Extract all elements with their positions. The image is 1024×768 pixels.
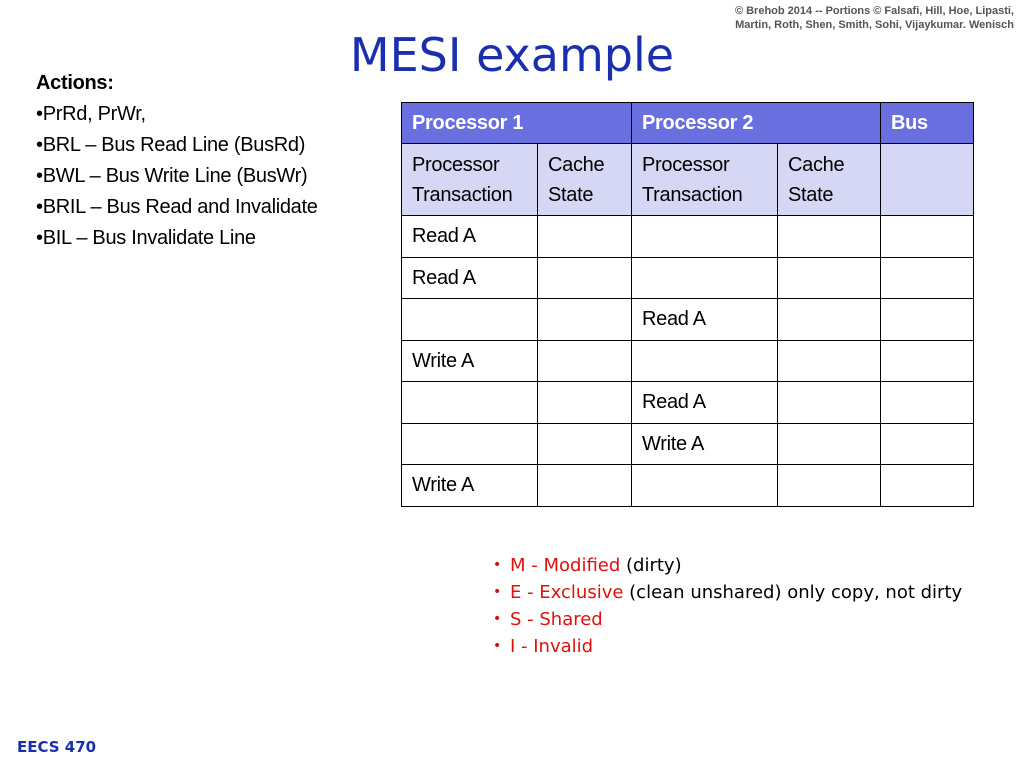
subheader-p2-cache-state: Cache State bbox=[778, 144, 881, 216]
cell-p1-transaction: Read A bbox=[402, 257, 538, 299]
cell-p1-state bbox=[538, 340, 632, 382]
action-item: • BIL – Bus Invalidate Line bbox=[36, 223, 366, 254]
legend-item bbox=[493, 552, 962, 579]
cell-p1-transaction: Write A bbox=[402, 340, 538, 382]
action-item: • BRIL – Bus Read and Invalidate bbox=[36, 192, 366, 223]
cell-p1-state bbox=[538, 257, 632, 299]
legend-item bbox=[493, 606, 962, 633]
subheader-p2-transaction: Processor Transaction bbox=[632, 144, 778, 216]
cell-p2-transaction: Read A bbox=[632, 382, 778, 424]
legend-desc: (clean unshared) only copy, not dirty bbox=[623, 582, 963, 603]
cell-p1-transaction bbox=[402, 423, 538, 465]
cell-p2-transaction bbox=[632, 340, 778, 382]
course-footer: EECS 470 bbox=[17, 738, 97, 756]
cell-p2-transaction: Read A bbox=[632, 299, 778, 341]
table-group-header-row bbox=[402, 103, 974, 144]
cell-p2-state bbox=[778, 465, 881, 507]
legend-state-modified: M - Modified bbox=[510, 555, 621, 576]
slide-title: MESI example bbox=[349, 28, 675, 82]
legend-state-exclusive: E - Exclusive bbox=[510, 582, 624, 603]
actions-list bbox=[36, 68, 366, 254]
legend-item bbox=[493, 579, 962, 606]
cell-p2-state bbox=[778, 257, 881, 299]
legend-state-invalid: I - Invalid bbox=[510, 636, 594, 657]
header-processor-1: Processor 1 bbox=[402, 103, 632, 144]
cell-p2-transaction: Write A bbox=[632, 423, 778, 465]
mesi-state-legend bbox=[493, 552, 962, 660]
table-row bbox=[402, 299, 974, 341]
cell-bus bbox=[881, 423, 974, 465]
cell-bus bbox=[881, 299, 974, 341]
cell-p2-transaction bbox=[632, 465, 778, 507]
mesi-table bbox=[401, 102, 974, 507]
legend-item bbox=[493, 633, 962, 660]
table-row bbox=[402, 465, 974, 507]
cell-p2-state bbox=[778, 423, 881, 465]
cell-p1-state bbox=[538, 299, 632, 341]
cell-bus bbox=[881, 257, 974, 299]
cell-bus bbox=[881, 382, 974, 424]
table-row bbox=[402, 216, 974, 258]
header-processor-2: Processor 2 bbox=[632, 103, 881, 144]
cell-p1-transaction bbox=[402, 382, 538, 424]
subheader-p1-transaction: Processor Transaction bbox=[402, 144, 538, 216]
cell-p2-state bbox=[778, 382, 881, 424]
copyright-line-2: Martin, Roth, Shen, Smith, Sohi, Vijaykumar. Wenisch bbox=[735, 19, 1014, 31]
cell-p2-state bbox=[778, 340, 881, 382]
cell-bus bbox=[881, 465, 974, 507]
table-row bbox=[402, 382, 974, 424]
cell-p1-state bbox=[538, 465, 632, 507]
table-sub-header-row bbox=[402, 144, 974, 216]
cell-p1-state bbox=[538, 382, 632, 424]
action-item: • PrRd, PrWr, bbox=[36, 99, 366, 130]
table-row bbox=[402, 423, 974, 465]
cell-bus bbox=[881, 216, 974, 258]
cell-p1-transaction: Read A bbox=[402, 216, 538, 258]
subheader-p1-cache-state: Cache State bbox=[538, 144, 632, 216]
cell-bus bbox=[881, 340, 974, 382]
header-bus: Bus bbox=[881, 103, 974, 144]
legend-state-shared: S - Shared bbox=[510, 609, 603, 630]
cell-p2-state bbox=[778, 216, 881, 258]
legend-desc: (dirty) bbox=[620, 555, 682, 576]
subheader-bus bbox=[881, 144, 974, 216]
action-item: • BWL – Bus Write Line (BusWr) bbox=[36, 161, 366, 192]
cell-p2-state bbox=[778, 299, 881, 341]
cell-p1-state bbox=[538, 216, 632, 258]
table-row bbox=[402, 340, 974, 382]
cell-p1-state bbox=[538, 423, 632, 465]
copyright-line-1: © Brehob 2014 -- Portions © Falsafi, Hill, Hoe, Lipasti, bbox=[734, 5, 1014, 17]
table-row bbox=[402, 257, 974, 299]
actions-heading: Actions: bbox=[36, 72, 114, 94]
cell-p2-transaction bbox=[632, 257, 778, 299]
cell-p1-transaction bbox=[402, 299, 538, 341]
action-item: • BRL – Bus Read Line (BusRd) bbox=[36, 130, 366, 161]
cell-p2-transaction bbox=[632, 216, 778, 258]
cell-p1-transaction: Write A bbox=[402, 465, 538, 507]
